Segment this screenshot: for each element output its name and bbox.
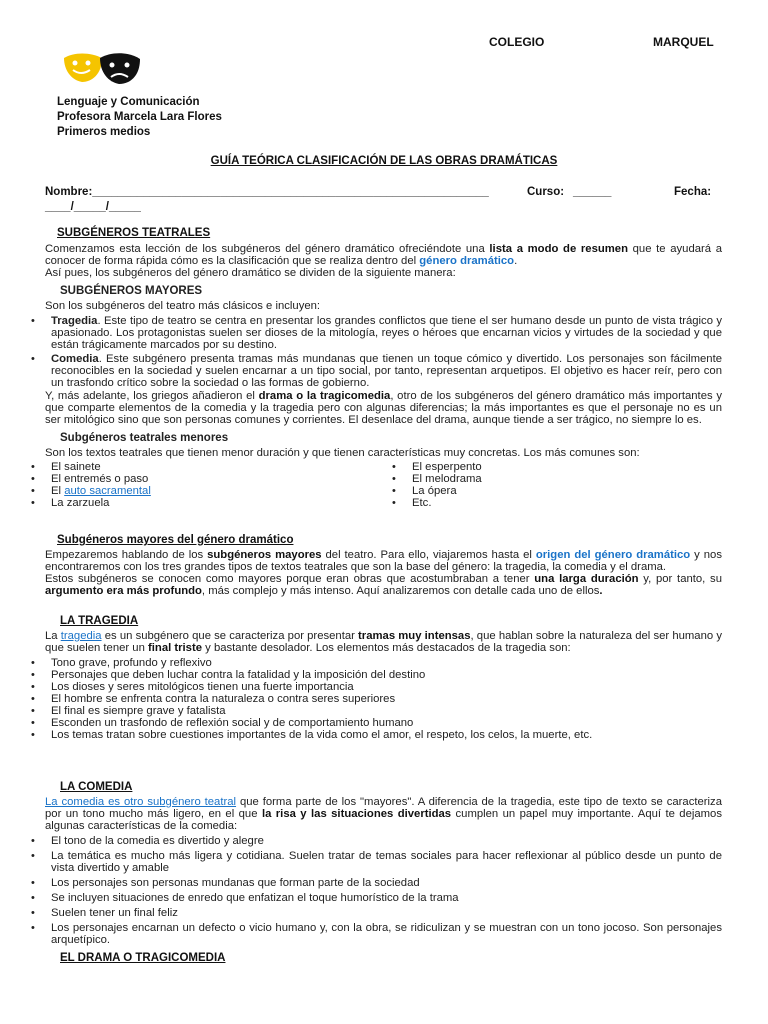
list-item-label: La ópera — [412, 485, 457, 497]
meta-level: Primeros medios — [57, 126, 151, 138]
list-item-tragedia — [31, 315, 722, 351]
list-item — [31, 705, 722, 717]
comedia-paragraph — [45, 796, 722, 832]
list-item-label: Etc. — [412, 497, 432, 509]
bullet-icon: • — [392, 473, 396, 485]
bullet-icon: • — [392, 497, 396, 509]
tragedia-link[interactable]: tragedia — [60, 630, 102, 642]
list-item-label: Los personajes son personas mundanas que forman parte de la sociedad — [51, 877, 420, 889]
bullet-icon: • — [392, 485, 396, 497]
menores-intro: Son los textos teatrales que tienen menor duración y que tienen características muy concretas. Los más comunes son: — [45, 447, 640, 459]
course-label: Curso: — [527, 186, 565, 198]
text: Estos subgéneros se conocen como mayores porque eran obras que acostumbraban a tener — [45, 573, 535, 585]
bold-text: argumento era más profundo — [45, 585, 202, 597]
heading-drama: EL DRAMA O TRAGICOMEDIA — [60, 952, 226, 964]
comedia-list — [31, 835, 722, 946]
bullet-icon: • — [31, 717, 35, 729]
list-item — [31, 669, 722, 681]
intro-text-1: Comenzamos esta lección de los subgéneros del género dramático ofreciéndote una — [45, 243, 490, 255]
list-item-label: Los dioses y seres mitológicos tienen una fuerte importancia — [51, 681, 354, 693]
mayores-genero-paragraph-2 — [45, 573, 722, 597]
section-heading-subgeneros: SUBGÉNEROS TEATRALES — [57, 227, 211, 239]
school-name-part2: MARQUEL — [653, 35, 714, 49]
text: , más complejo y más intenso. Aquí analizaremos con detalle cada uno de ellos — [201, 585, 600, 597]
bullet-icon: • — [31, 705, 35, 717]
bullet-icon: • — [31, 892, 35, 904]
text: y nos encontraremos con los tres grandes tipos de textos teatrales que son la base del género: la tragedia, la comedia y el drama. — [45, 549, 722, 573]
bold-text: una larga duración — [534, 573, 639, 585]
list-item-label: El — [51, 485, 65, 497]
list-item-label: La zarzuela — [51, 497, 110, 509]
school-name-part1: COLEGIO — [489, 35, 545, 49]
comedia-label: Comedia — [51, 353, 99, 365]
list-item — [31, 485, 351, 497]
meta-subject: Lenguaje y Comunicación — [57, 96, 200, 108]
list-item-label: El hombre se enfrenta contra la naturaleza o contra seres superiores — [51, 693, 396, 705]
bullet-icon: • — [31, 315, 35, 327]
list-item-label: El entremés o paso — [51, 473, 149, 485]
tragedia-list — [31, 657, 722, 741]
list-item-label: Los temas tratan sobre cuestiones importantes de la vida como el amor, el respeto, los celos, la muerte, etc. — [51, 729, 593, 741]
mayores-genero-paragraph — [45, 549, 722, 573]
bullet-icon: • — [31, 907, 35, 919]
list-item-label: El melodrama — [412, 473, 482, 485]
tragedia-label: Tragedia — [51, 315, 98, 327]
bullet-icon: • — [31, 835, 35, 847]
list-item — [31, 907, 722, 919]
bullet-icon: • — [31, 877, 35, 889]
page-title: GUÍA TEÓRICA CLASIFICACIÓN DE LAS OBRAS DRAMÁTICAS — [210, 155, 558, 167]
heading-subgeneros-mayores: SUBGÉNEROS MAYORES — [60, 285, 203, 297]
intro-paragraph — [45, 243, 722, 267]
drama-bold: drama o la tragicomedia — [258, 390, 391, 402]
intro-text-2: que te ayudará a conocer de forma rápida cómo es la clasificación que se realiza dentro del — [45, 243, 723, 267]
intro-bold: lista a modo de resumen — [489, 243, 628, 255]
bold-text: final triste — [148, 642, 203, 654]
origen-genero-link[interactable]: origen del género dramático — [535, 549, 691, 561]
drama-paragraph — [45, 390, 722, 426]
list-item-label: El esperpento — [412, 461, 482, 473]
list-item — [31, 717, 722, 729]
bullet-icon: • — [31, 681, 35, 693]
list-item-label: Suelen tener un final feliz — [51, 907, 178, 919]
list-item — [31, 729, 722, 741]
text: cumplen un papel muy importante. Aquí te dejamos algunas características de la comedia: — [45, 808, 722, 832]
list-item — [31, 657, 722, 669]
text: y, por tanto, su — [638, 573, 722, 585]
text: y bastante desolador. Los elementos más destacados de la tragedia son: — [202, 642, 571, 654]
bold-text: la risa y las situaciones divertidas — [261, 808, 452, 820]
text: es un subgénero que se caracteriza por presentar — [101, 630, 359, 642]
drama-text-1: Y, más adelante, los griegos añadieron el — [45, 390, 259, 402]
list-item-label: El sainete — [51, 461, 101, 473]
list-item-label: Se incluyen situaciones de enredo que enfatizan el toque humorístico de la trama — [51, 892, 459, 904]
comedia-link[interactable]: La comedia es otro subgénero teatral — [45, 796, 237, 808]
bullet-icon: • — [31, 485, 35, 497]
mayores-intro: Son los subgéneros del teatro más clásicos e incluyen: — [45, 300, 321, 312]
heading-subgeneros-menores: Subgéneros teatrales menores — [60, 432, 229, 444]
text: que forma parte de los "mayores". A diferencia de la tragedia, este tipo de texto se caracteriza por un tono mucho más ligero, en el que — [45, 796, 722, 820]
bullet-icon: • — [31, 353, 35, 365]
tragedia-text: . Este tipo de teatro se centra en presentar los grandes conflictos que tiene el ser humano desde un punto de vista trágico y apasionado. Los protagonistas suelen ser dioses de la mitología, reyes o héroes que encarnan vicios y virtudes de la sociedad y que están trágicamente marcados por su destino. — [51, 315, 722, 351]
bullet-icon: • — [31, 497, 35, 509]
bullet-icon: • — [31, 693, 35, 705]
bullet-icon: • — [31, 473, 35, 485]
bullet-icon: • — [31, 669, 35, 681]
bullet-icon: • — [31, 461, 35, 473]
list-item-label: El tono de la comedia es divertido y alegre — [51, 835, 264, 847]
text: , que hablan sobre la naturaleza del ser humano y que suelen tener un — [45, 630, 722, 654]
auto-sacramental-link[interactable]: auto sacramental — [64, 485, 151, 497]
theater-masks-icon — [58, 48, 158, 88]
bullet-icon: • — [392, 461, 396, 473]
list-item — [31, 681, 722, 693]
list-item — [392, 473, 712, 485]
date-field[interactable]: ____/_____/_____ — [45, 201, 141, 213]
bold-text: . — [599, 585, 603, 597]
list-item — [31, 497, 351, 509]
list-item-label: Tono grave, profundo y reflexivo — [51, 657, 212, 669]
list-item — [31, 892, 722, 904]
list-item-comedia — [31, 353, 722, 389]
bullet-icon: • — [31, 922, 35, 934]
name-field[interactable]: Nombre:______________________________________________________________ — [45, 186, 489, 198]
list-item-label: Esconden un trasfondo de reflexión social y de comportamiento humano — [51, 717, 414, 729]
intro-text-3: . — [514, 255, 518, 267]
date-label: Fecha: — [674, 186, 712, 198]
menores-list-left — [31, 461, 351, 509]
text: Empezaremos hablando de los — [45, 549, 208, 561]
tragedia-paragraph — [45, 630, 722, 654]
bold-text: tramas muy intensas — [358, 630, 471, 642]
list-item — [392, 485, 712, 497]
heading-mayores-genero: Subgéneros mayores del género dramático — [57, 534, 294, 546]
list-item-label: Los personajes encarnan un defecto o vicio humano y, con la obra, se ridiculizan y se muestran con un tono jocoso. Son personajes arquetípico. — [51, 922, 722, 946]
comedia-text: . Este subgénero presenta tramas más mundanas que tienen un toque cómico y divertido. Los personajes son fácilmente reconocibles en la sociedad y suelen encarnar a un tipo social, por tanto, representan arquetipos. El objetivo es hacer reír, pero con un trasfondo crítico sobre la sociedad o las formas de gobierno. — [51, 353, 722, 389]
course-field[interactable]: ______ — [573, 186, 612, 198]
heading-comedia: LA COMEDIA — [60, 781, 133, 793]
bullet-icon: • — [31, 850, 35, 862]
list-item — [31, 877, 722, 889]
list-item — [31, 922, 722, 946]
list-item-label: Personajes que deben luchar contra la fatalidad y la imposición del destino — [51, 669, 426, 681]
list-item — [31, 461, 351, 473]
intro-paragraph-2: Así pues, los subgéneros del género dramático se dividen de la siguiente manera: — [45, 267, 456, 279]
list-item — [31, 473, 351, 485]
text: La — [45, 630, 61, 642]
text: del teatro. Para ello, viajaremos hasta el — [321, 549, 536, 561]
bullet-icon: • — [31, 729, 35, 741]
drama-text-2: , otro de los subgéneros del género dramático más importantes y que comparte elementos de la comedia y la tragedia pero con algunas diferencias; la más importantes es que el personaje no es un ser mitológico sino que son personas comunes y corrientes. El desenlace del drama, aunque tiende a ser trágico, no siempre lo es. — [45, 390, 722, 426]
list-item — [31, 835, 722, 847]
heading-tragedia: LA TRAGEDIA — [60, 615, 139, 627]
list-item — [31, 850, 722, 874]
menores-list-right — [392, 461, 712, 509]
meta-teacher: Profesora Marcela Lara Flores — [57, 111, 222, 123]
course-meta — [57, 95, 222, 140]
bullet-icon: • — [31, 657, 35, 669]
mayores-list — [31, 315, 722, 389]
bold-text: subgéneros mayores — [207, 549, 322, 561]
genero-dramatico-link[interactable]: género dramático — [419, 255, 515, 267]
list-item-label: La temática es mucho más ligera y cotidiana. Suelen tratar de temas sociales para hacer reflexionar al público desde un punto de vista divertido y amable — [51, 850, 722, 874]
list-item — [31, 693, 722, 705]
list-item — [392, 461, 712, 473]
list-item-label: El final es siempre grave y fatalista — [51, 705, 226, 717]
list-item — [392, 497, 712, 509]
